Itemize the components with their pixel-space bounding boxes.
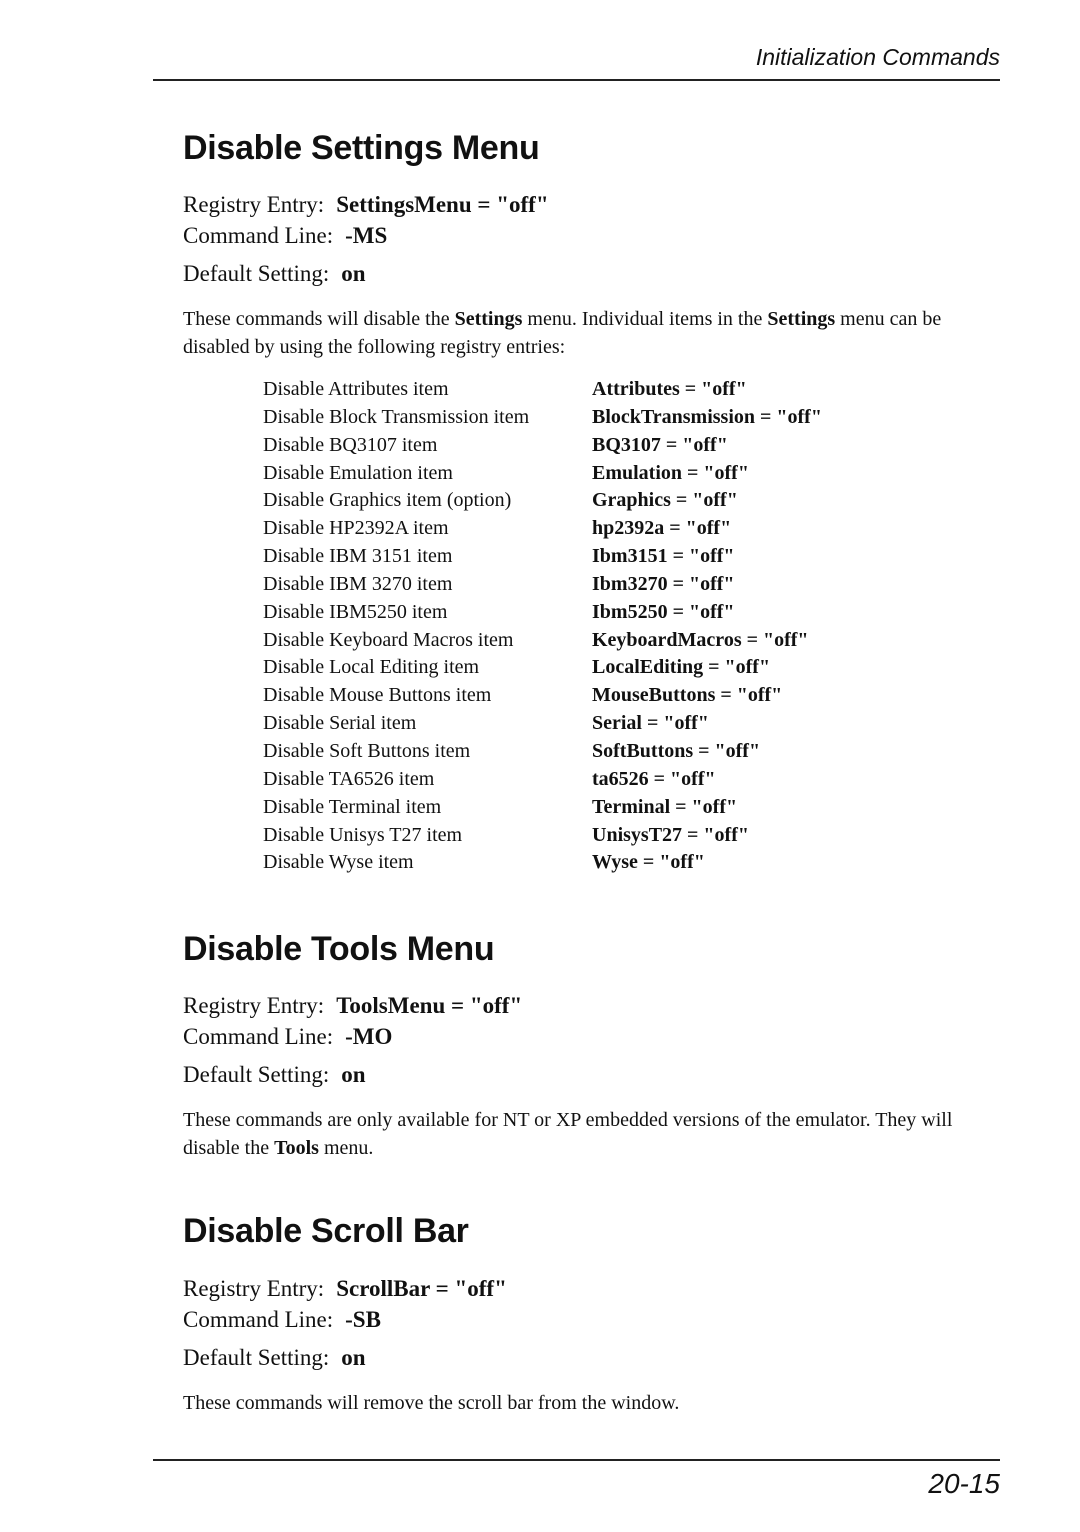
command-line-row xyxy=(183,1024,392,1050)
settings-item-description: Disable Terminal item xyxy=(263,795,442,818)
command-line-value: -SB xyxy=(345,1307,381,1332)
description-emphasis: Settings xyxy=(767,308,836,330)
settings-item-row xyxy=(263,489,983,517)
settings-item-row xyxy=(263,656,983,684)
page-number: 20-15 xyxy=(928,1468,1000,1499)
settings-item-description: Disable Emulation item xyxy=(263,461,453,484)
registry-entry-row xyxy=(183,993,522,1019)
settings-item-row xyxy=(263,712,983,740)
settings-item-registry-entry: Emulation = "off" xyxy=(592,461,749,484)
settings-menu-description xyxy=(183,305,983,361)
settings-item-row xyxy=(263,406,983,434)
settings-item-description: Disable IBM 3270 item xyxy=(263,572,453,595)
settings-item-description: Disable Local Editing item xyxy=(263,656,480,679)
settings-item-row xyxy=(263,684,983,712)
settings-item-registry-entry: hp2392a = "off" xyxy=(592,517,732,540)
registry-entry-row xyxy=(183,1276,507,1302)
description-text: menu can be disabled by using the following registry entries: xyxy=(183,308,942,358)
default-setting-value: on xyxy=(341,1345,366,1370)
description-emphasis: Tools xyxy=(274,1137,319,1159)
command-line-label: Command Line: xyxy=(183,1024,334,1049)
section-title-scroll-bar: Disable Scroll Bar xyxy=(183,1212,469,1250)
settings-items-table xyxy=(263,378,983,879)
settings-item-row xyxy=(263,573,983,601)
settings-item-row xyxy=(263,545,983,573)
running-header: Initialization Commands xyxy=(755,44,1000,70)
settings-item-row xyxy=(263,851,983,879)
default-setting-label: Default Setting: xyxy=(183,1062,330,1087)
command-line-row xyxy=(183,1307,381,1333)
default-setting-value: on xyxy=(341,1062,366,1087)
settings-item-description: Disable Mouse Buttons item xyxy=(263,684,492,707)
description-text: menu. xyxy=(318,1137,374,1159)
default-setting-label: Default Setting: xyxy=(183,261,330,286)
settings-item-registry-entry: UnisysT27 = "off" xyxy=(592,823,749,846)
settings-item-row xyxy=(263,601,983,629)
default-setting-row xyxy=(183,1345,366,1371)
settings-item-registry-entry: Graphics = "off" xyxy=(592,489,738,512)
settings-item-description: Disable IBM 3151 item xyxy=(263,545,453,568)
settings-item-row xyxy=(263,462,983,490)
section-title-tools-menu: Disable Tools Menu xyxy=(183,930,495,968)
description-emphasis: Settings xyxy=(454,308,523,330)
description-text: These commands will disable the xyxy=(183,308,455,330)
settings-item-registry-entry: BQ3107 = "off" xyxy=(592,433,728,456)
settings-item-row xyxy=(263,434,983,462)
settings-item-row xyxy=(263,796,983,824)
description-text: These commands are only available for NT or XP embedded versions of the emulator. They will disable the xyxy=(183,1109,953,1159)
command-line-value: -MS xyxy=(345,223,388,248)
command-line-label: Command Line: xyxy=(183,223,334,248)
settings-item-description: Disable Soft Buttons item xyxy=(263,739,471,762)
settings-item-description: Disable Unisys T27 item xyxy=(263,823,463,846)
settings-item-registry-entry: Terminal = "off" xyxy=(592,795,738,818)
description-text: These commands will remove the scroll bar from the window. xyxy=(183,1392,680,1414)
settings-item-description: Disable BQ3107 item xyxy=(263,433,438,456)
settings-item-registry-entry: KeyboardMacros = "off" xyxy=(592,628,809,651)
footer-rule xyxy=(153,1459,1000,1461)
settings-item-description: Disable IBM5250 item xyxy=(263,600,448,623)
registry-entry-label: Registry Entry: xyxy=(183,993,325,1018)
settings-item-description: Disable Graphics item (option) xyxy=(263,489,512,512)
settings-item-row xyxy=(263,824,983,852)
settings-item-description: Disable HP2392A item xyxy=(263,517,449,540)
section-title-settings-menu: Disable Settings Menu xyxy=(183,129,540,167)
registry-entry-value: ScrollBar = "off" xyxy=(336,1276,507,1301)
settings-item-row xyxy=(263,740,983,768)
settings-item-row xyxy=(263,768,983,796)
settings-item-description: Disable TA6526 item xyxy=(263,767,435,790)
settings-item-registry-entry: Serial = "off" xyxy=(592,712,709,735)
settings-item-registry-entry: LocalEditing = "off" xyxy=(592,656,771,679)
settings-item-description: Disable Wyse item xyxy=(263,851,414,874)
settings-item-row xyxy=(263,517,983,545)
registry-entry-label: Registry Entry: xyxy=(183,192,325,217)
default-setting-label: Default Setting: xyxy=(183,1345,330,1370)
settings-item-registry-entry: Attributes = "off" xyxy=(592,378,747,400)
description-text: menu. Individual items in the xyxy=(522,308,768,330)
settings-item-registry-entry: Ibm3151 = "off" xyxy=(592,545,735,568)
command-line-value: -MO xyxy=(345,1024,393,1049)
settings-item-registry-entry: Wyse = "off" xyxy=(592,851,705,874)
settings-item-description: Disable Block Transmission item xyxy=(263,405,530,428)
header-rule xyxy=(153,79,1000,81)
settings-item-registry-entry: SoftButtons = "off" xyxy=(592,739,761,762)
settings-item-row xyxy=(263,378,983,406)
registry-entry-label: Registry Entry: xyxy=(183,1276,325,1301)
command-line-row xyxy=(183,223,387,249)
settings-item-row xyxy=(263,629,983,657)
settings-item-description: Disable Attributes item xyxy=(263,378,449,400)
registry-entry-value: ToolsMenu = "off" xyxy=(336,993,523,1018)
default-setting-row xyxy=(183,261,366,287)
tools-menu-description xyxy=(183,1106,983,1162)
settings-item-registry-entry: MouseButtons = "off" xyxy=(592,684,783,707)
settings-item-description: Disable Serial item xyxy=(263,712,417,735)
settings-item-registry-entry: ta6526 = "off" xyxy=(592,767,716,790)
registry-entry-row xyxy=(183,192,549,218)
settings-item-description: Disable Keyboard Macros item xyxy=(263,628,514,651)
registry-entry-value: SettingsMenu = "off" xyxy=(336,192,549,217)
scroll-bar-description xyxy=(183,1389,983,1417)
default-setting-row xyxy=(183,1062,366,1088)
default-setting-value: on xyxy=(341,261,366,286)
settings-item-registry-entry: Ibm5250 = "off" xyxy=(592,600,735,623)
settings-item-registry-entry: BlockTransmission = "off" xyxy=(592,405,822,428)
command-line-label: Command Line: xyxy=(183,1307,334,1332)
settings-item-registry-entry: Ibm3270 = "off" xyxy=(592,572,735,595)
